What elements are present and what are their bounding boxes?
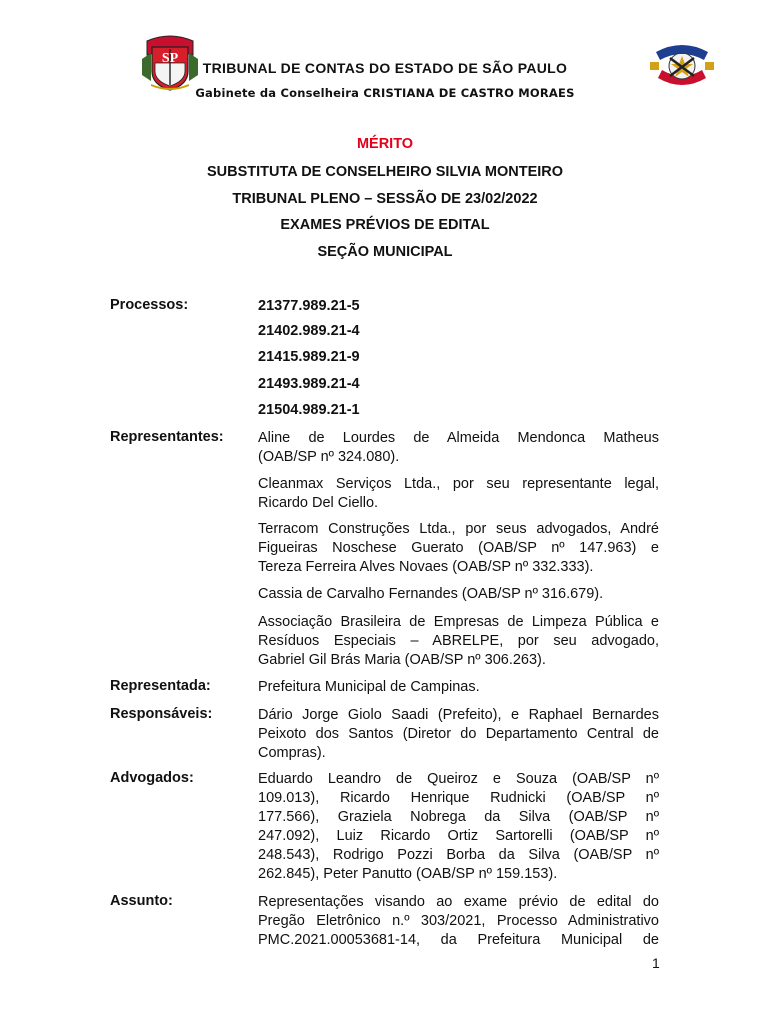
- representante-entry: [258, 475, 659, 513]
- text-line: Ricardo Del Ciello.: [258, 495, 379, 511]
- representante-entry: [258, 429, 659, 467]
- text-line: Representações visando ao exame prévio de edital do: [258, 894, 659, 910]
- representantes-label: Representantes:: [110, 429, 224, 445]
- advogados-value: [258, 770, 659, 884]
- text-line: Cassia de Carvalho Fernandes (OAB/SP nº 316.679).: [258, 586, 604, 602]
- text-line: 109.013), Ricardo Henrique Rudnicki (OAB/SP nº: [258, 790, 659, 806]
- text-line: Peixoto dos Santos (Diretor do Departamento Central de: [258, 726, 659, 742]
- process-number: 21377.989.21-5: [258, 298, 360, 314]
- text-line: Gabriel Gil Brás Maria (OAB/SP nº 306.263).: [258, 652, 546, 668]
- office-subtitle: Gabinete da Conselheira CRISTIANA DE CASTRO MORAES: [195, 86, 575, 100]
- page-number: 1: [652, 955, 660, 971]
- process-number: 21402.989.21-4: [258, 323, 360, 339]
- text-line: Figueiras Noschese Guerato (OAB/SP nº 147.963) e: [258, 540, 659, 556]
- text-line: Aline de Lourdes de Almeida Mendonca Matheus: [258, 430, 659, 446]
- merit-heading: MÉRITO: [356, 136, 414, 152]
- text-line: Pregão Eletrônico n.º 303/2021, Processo Administrativo: [258, 913, 659, 929]
- text-line: 262.845), Peter Panutto (OAB/SP nº 159.153).: [258, 866, 558, 882]
- text-line: Tereza Ferreira Alves Novaes (OAB/SP nº 332.333).: [258, 559, 594, 575]
- text-line: Resíduos Especiais – ABRELPE, por seu advogado,: [258, 633, 659, 649]
- representante-entry: [258, 585, 659, 604]
- text-line: 177.566), Graziela Nobrega da Silva (OAB/SP nº: [258, 809, 659, 825]
- substitute-heading: SUBSTITUTA DE CONSELHEIRO SILVIA MONTEIRO: [206, 164, 564, 180]
- representante-entry: [258, 520, 659, 577]
- text-line: Prefeitura Municipal de Campinas.: [258, 679, 480, 695]
- text-line: Terracom Construções Ltda., por seus advogados, André: [258, 521, 659, 537]
- assunto-label: Assunto:: [110, 893, 173, 909]
- session-heading: TRIBUNAL PLENO – SESSÃO DE 23/02/2022: [232, 191, 538, 207]
- processes-label: Processos:: [110, 297, 189, 313]
- text-line: 248.543), Rodrigo Pozzi Borba da Silva (OAB/SP nº: [258, 847, 659, 863]
- subject-type-heading: EXAMES PRÉVIOS DE EDITAL: [280, 217, 490, 233]
- responsaveis-label: Responsáveis:: [110, 706, 213, 722]
- process-number: 21504.989.21-1: [258, 402, 360, 418]
- process-number: 21415.989.21-9: [258, 349, 360, 365]
- advogados-label: Advogados:: [110, 770, 194, 786]
- institution-title: TRIBUNAL DE CONTAS DO ESTADO DE SÃO PAULO: [202, 60, 568, 76]
- assunto-value: [258, 893, 659, 950]
- text-line: PMC.2021.00053681-14, da Prefeitura Municipal de: [258, 932, 659, 948]
- text-line: Compras).: [258, 745, 326, 761]
- logo-sp-lettering: SP: [161, 51, 179, 66]
- text-line: Cleanmax Serviços Ltda., por seu representante legal,: [258, 476, 659, 492]
- text-line: Associação Brasileira de Empresas de Limpeza Pública e: [258, 614, 659, 630]
- process-number: 21493.989.21-4: [258, 376, 360, 392]
- text-line: 247.092), Luiz Ricardo Ortiz Sartorelli (OAB/SP nº: [258, 828, 659, 844]
- text-line: Dário Jorge Giolo Saadi (Prefeito), e Raphael Bernardes: [258, 707, 659, 723]
- representada-label: Representada:: [110, 678, 211, 694]
- text-line: (OAB/SP nº 324.080).: [258, 449, 400, 465]
- representante-entry: [258, 613, 659, 670]
- section-heading: SEÇÃO MUNICIPAL: [317, 244, 453, 260]
- representada-value: [258, 678, 659, 697]
- text-line: Eduardo Leandro de Queiroz e Souza (OAB/SP nº: [258, 771, 659, 787]
- responsaveis-value: [258, 706, 659, 763]
